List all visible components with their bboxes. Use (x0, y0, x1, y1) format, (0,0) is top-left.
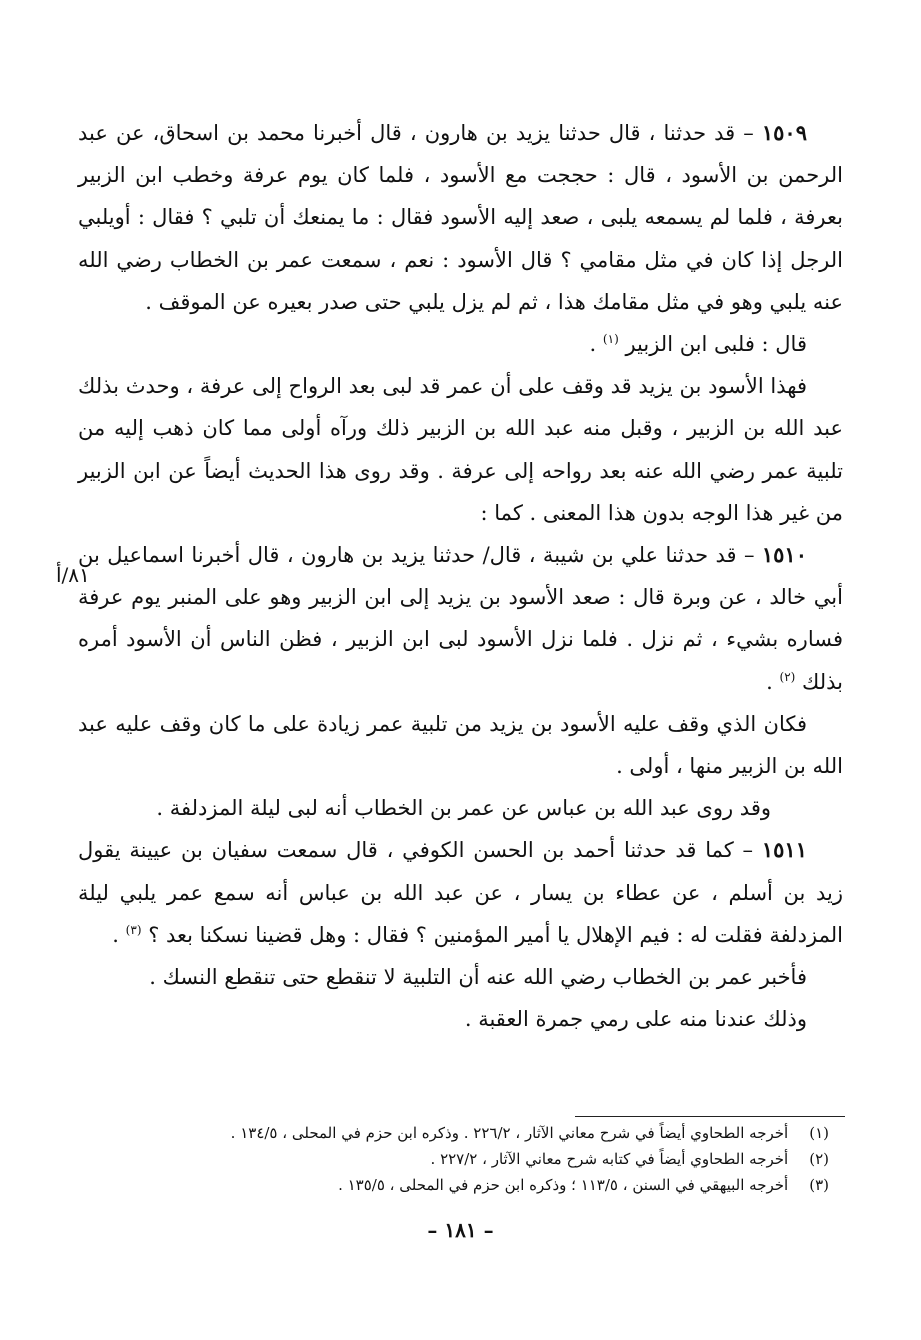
hadith-number: ١٥٠٩ (761, 120, 807, 145)
footnote-ref-1[interactable]: (١) (602, 332, 619, 347)
hadith-text: – قد حدثنا ، قال حدثنا يزيد بن هارون ، قال أخبرنا محمد بن اسحاق، عن عبد الرحمن بن الأسود ، قال : حججت مع الأسود ، فلما كان يوم عرفة وخطب ابن الزبير بعرفة ، فلما لم يسمعه يلبى ، صعد إليه الأسود فقال : ما يمنعك أن تلبي ؟ فقال : أويلبي الرجل إذا كان في مثل مقامي ؟ قال الأسود : نعم ، سمعت عمر بن الخطاب رضي الله عنه يلبي وهو في مثل مقامك هذا ، ثم لم يزل يلبي حتى صدر بعيره عن الموقف . (78, 121, 843, 314)
footnote-2 (110, 1146, 829, 1172)
paragraph-commentary-5 (78, 998, 843, 1040)
paragraph-ibn-zubayr-talbiya (78, 323, 843, 365)
footnote-3 (110, 1172, 829, 1198)
main-text (78, 112, 843, 1040)
paragraph-commentary-4 (78, 956, 843, 998)
footnote-ref-3[interactable]: (٣) (125, 922, 142, 937)
paragraph-text: فهذا الأسود بن يزيد قد وقف على أن عمر قد لبى بعد الرواح إلى عرفة ، وحدث بذلك عبد الله بن الزبير ، وقبل منه عبد الله بن الزبير ذلك ورآه أولى مما كان ذهب إليه من تلبية عمر رضي الله عنه بعد رواحه إلى عرفة . وقد روى هذا الحديث أيضاً عن ابن الزبير من غير هذا الوجه بدون هذا المعنى . كما : (78, 374, 843, 525)
footnote-mark: (٢) (809, 1150, 829, 1168)
footnote-mark: (٣) (809, 1176, 829, 1194)
paragraph-tail: . (766, 669, 773, 694)
manuscript-folio-marker: ٨١/أ (56, 563, 90, 587)
hadith-1511 (78, 829, 843, 956)
footnote-text: أخرجه البيهقي في السنن ، ١١٣/٥ ؛ وذكره ابن حزم في المحلى ، ١٣٥/٥ . (338, 1176, 789, 1194)
footnote-text: أخرجه الطحاوي أيضاً في كتابه شرح معاني الآثار ، ٢٢٧/٢ . (430, 1150, 789, 1168)
hadith-number: ١٥١١ (761, 837, 807, 863)
paragraph-commentary-2 (78, 703, 843, 787)
paragraph-text: وذلك عندنا منه على رمي جمرة العقبة . (464, 1007, 807, 1032)
paragraph-text: فكان الذي وقف عليه الأسود بن يزيد من تلبية عمر زيادة على ما كان وقف عليه عبد الله بن الزبير منها ، أولى . (78, 711, 843, 779)
footnote-ref-2[interactable]: (٢) (779, 669, 796, 684)
hadith-number: ١٥١٠ (761, 542, 807, 568)
hadith-text: – قد حدثنا علي بن شيبة ، قال/ حدثنا يزيد بن هارون ، قال أخبرنا اسماعيل بن أبي خالد ، عن وبرة قال : صعد الأسود بن يزيد إلى ابن الزبير وهو على المنبر يوم عرفة فساره بشيء ، ثم نزل . فلما نزل الأسود لبى ابن الزبير ، فظن الناس أن الأسود أمره بذلك (78, 543, 843, 694)
paragraph-text: وقد روى عبد الله بن عباس عن عمر بن الخطاب أنه لبى ليلة المزدلفة . (156, 796, 771, 821)
footnote-divider (575, 1116, 845, 1117)
paragraph-text: قال : فلبى ابن الزبير (625, 332, 807, 357)
paragraph-tail: . (112, 922, 119, 947)
paragraph-commentary-3 (78, 787, 843, 829)
hadith-1510 (78, 534, 843, 703)
footnotes (110, 1120, 829, 1198)
page-number: – ١٨١ – (427, 1218, 494, 1242)
footnote-mark: (١) (809, 1124, 829, 1142)
paragraph-tail: . (589, 332, 597, 357)
paragraph-text: فأخبر عمر بن الخطاب رضي الله عنه أن التلبية لا تنقطع حتى تنقطع النسك . (149, 965, 807, 990)
hadith-text: – كما قد حدثنا أحمد بن الحسن الكوفي ، قال سمعت سفيان بن عيينة يقول زيد بن أسلم ، عن عطاء بن يسار ، عن عبد الله بن عباس أنه سمع عمر يلبي ليلة المزدلفة فقلت له : فيم الإهلال يا أمير المؤمنين ؟ فقال : وهل قضينا نسكنا بعد ؟ (78, 838, 843, 947)
hadith-1509 (78, 112, 843, 323)
footnote-text: أخرجه الطحاوي أيضاً في شرح معاني الآثار ، ٢٢٦/٢ . وذكره ابن حزم في المحلى ، ١٣٤/٥ . (230, 1124, 789, 1142)
footnote-1 (110, 1120, 829, 1146)
paragraph-commentary-1 (78, 365, 843, 534)
